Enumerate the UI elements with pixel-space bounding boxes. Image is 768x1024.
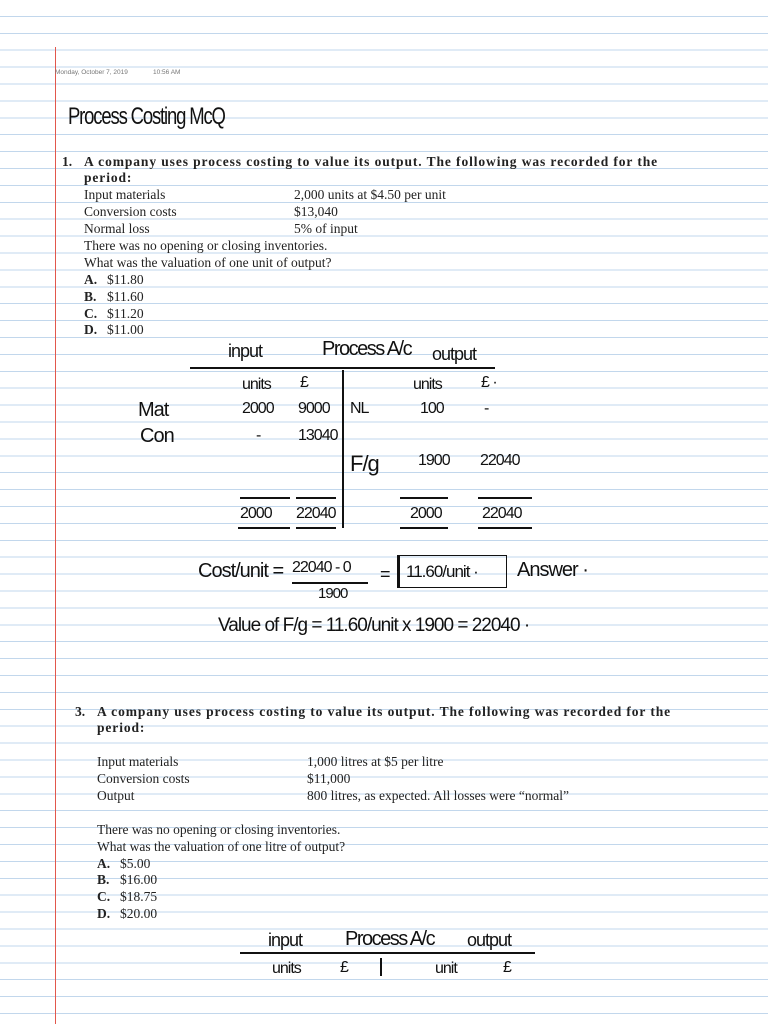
row-label: Conversion costs [84,204,177,220]
column-credit-units: unit [435,960,457,977]
option-value: $18.75 [120,889,158,905]
question-stem-line: period: [97,720,146,736]
option-letter: A. [84,271,98,287]
column-debit-units: units [242,376,271,393]
heading-process-account: Process A/c [322,338,412,360]
page-time: 10:56 AM [153,69,181,76]
option-value: $16.00 [120,872,158,888]
heading-input: input [228,341,263,361]
option-letter: D. [84,322,98,338]
option-value: $20.00 [120,906,158,922]
credit-label: NL [350,400,369,417]
heading-input: input [268,930,303,950]
option-value: $11.20 [107,305,144,321]
row-value: 2,000 units at $4.50 per unit [294,187,446,203]
equals-sign: = [380,564,390,584]
credit-units: 1900 [418,452,450,469]
row-value: $11,000 [307,771,351,787]
question-number: 1. [62,153,73,169]
option-value: $11.80 [107,271,144,287]
debit-label: Con [140,425,174,447]
cost-per-unit-result: 11.60/unit · [406,562,478,581]
page-title: Process Costing McQ [68,103,225,130]
column-debit-units: units [272,960,301,977]
row-label: Output [97,787,135,803]
question-stem-line: A company uses process costing to value its output. The following was recorded for the [84,153,659,169]
question-stem-line: period: [84,170,133,186]
column-credit-amount: £ [503,959,511,976]
total-debit-amount: 22040 [296,505,336,522]
row-label: Normal loss [84,221,150,237]
credit-amount: - [484,400,489,417]
question-stem-line: A company uses process costing to value its output. The following was recorded for the [97,703,672,719]
column-credit-units: units [413,376,442,393]
cost-per-unit-label: Cost/unit = [198,560,284,582]
option-letter: B. [84,288,97,304]
credit-units: 100 [420,400,444,417]
option-letter: C. [97,889,111,905]
total-credit-units: 2000 [410,505,442,522]
question-number: 3. [75,703,86,719]
heading-output: output [467,930,512,950]
row-value: $13,040 [294,204,338,220]
page-date: Monday, October 7, 2019 [55,69,128,76]
option-value: $11.60 [107,288,144,304]
fraction-numerator: 22040 - 0 [292,559,351,576]
debit-amount: 9000 [298,400,330,417]
row-value: 1,000 litres at $5 per litre [307,754,444,770]
column-debit-amount: £ [300,374,308,391]
value-of-finished-goods: Value of F/g = 11.60/unit x 1900 = 22040 · [218,615,530,636]
question-prompt: What was the valuation of one litre of output? [97,838,346,854]
question-note: There was no opening or closing inventories. [97,821,341,837]
column-debit-amount: £ [340,959,348,976]
question-prompt: What was the valuation of one unit of output? [84,254,332,270]
t-account-top-rule [240,952,535,954]
option-value: $11.00 [107,322,144,338]
credit-amount: 22040 [480,452,520,469]
t-account-divider [380,958,382,976]
question-note: There was no opening or closing inventories. [84,237,328,253]
row-value: 5% of input [294,221,358,237]
credit-label: F/g [350,451,379,476]
heading-process-account: Process A/c [345,928,435,950]
total-credit-amount: 22040 [482,505,522,522]
debit-units: 2000 [242,400,274,417]
debit-label: Mat [138,399,169,421]
fraction-denominator: 1900 [318,585,348,602]
option-value: $5.00 [120,855,151,871]
debit-units: - [256,427,261,444]
row-label: Input materials [84,187,166,203]
heading-output: output [432,344,477,364]
option-letter: B. [97,872,110,888]
option-letter: A. [97,855,111,871]
column-credit-amount: £ · [481,374,497,391]
total-debit-units: 2000 [240,505,272,522]
option-letter: C. [84,305,98,321]
row-label: Input materials [97,754,179,770]
answer-label: Answer · [517,559,588,581]
row-label: Conversion costs [97,771,190,787]
option-letter: D. [97,906,111,922]
debit-amount: 13040 [298,427,338,444]
row-value: 800 litres, as expected. All losses were “normal” [307,787,570,803]
